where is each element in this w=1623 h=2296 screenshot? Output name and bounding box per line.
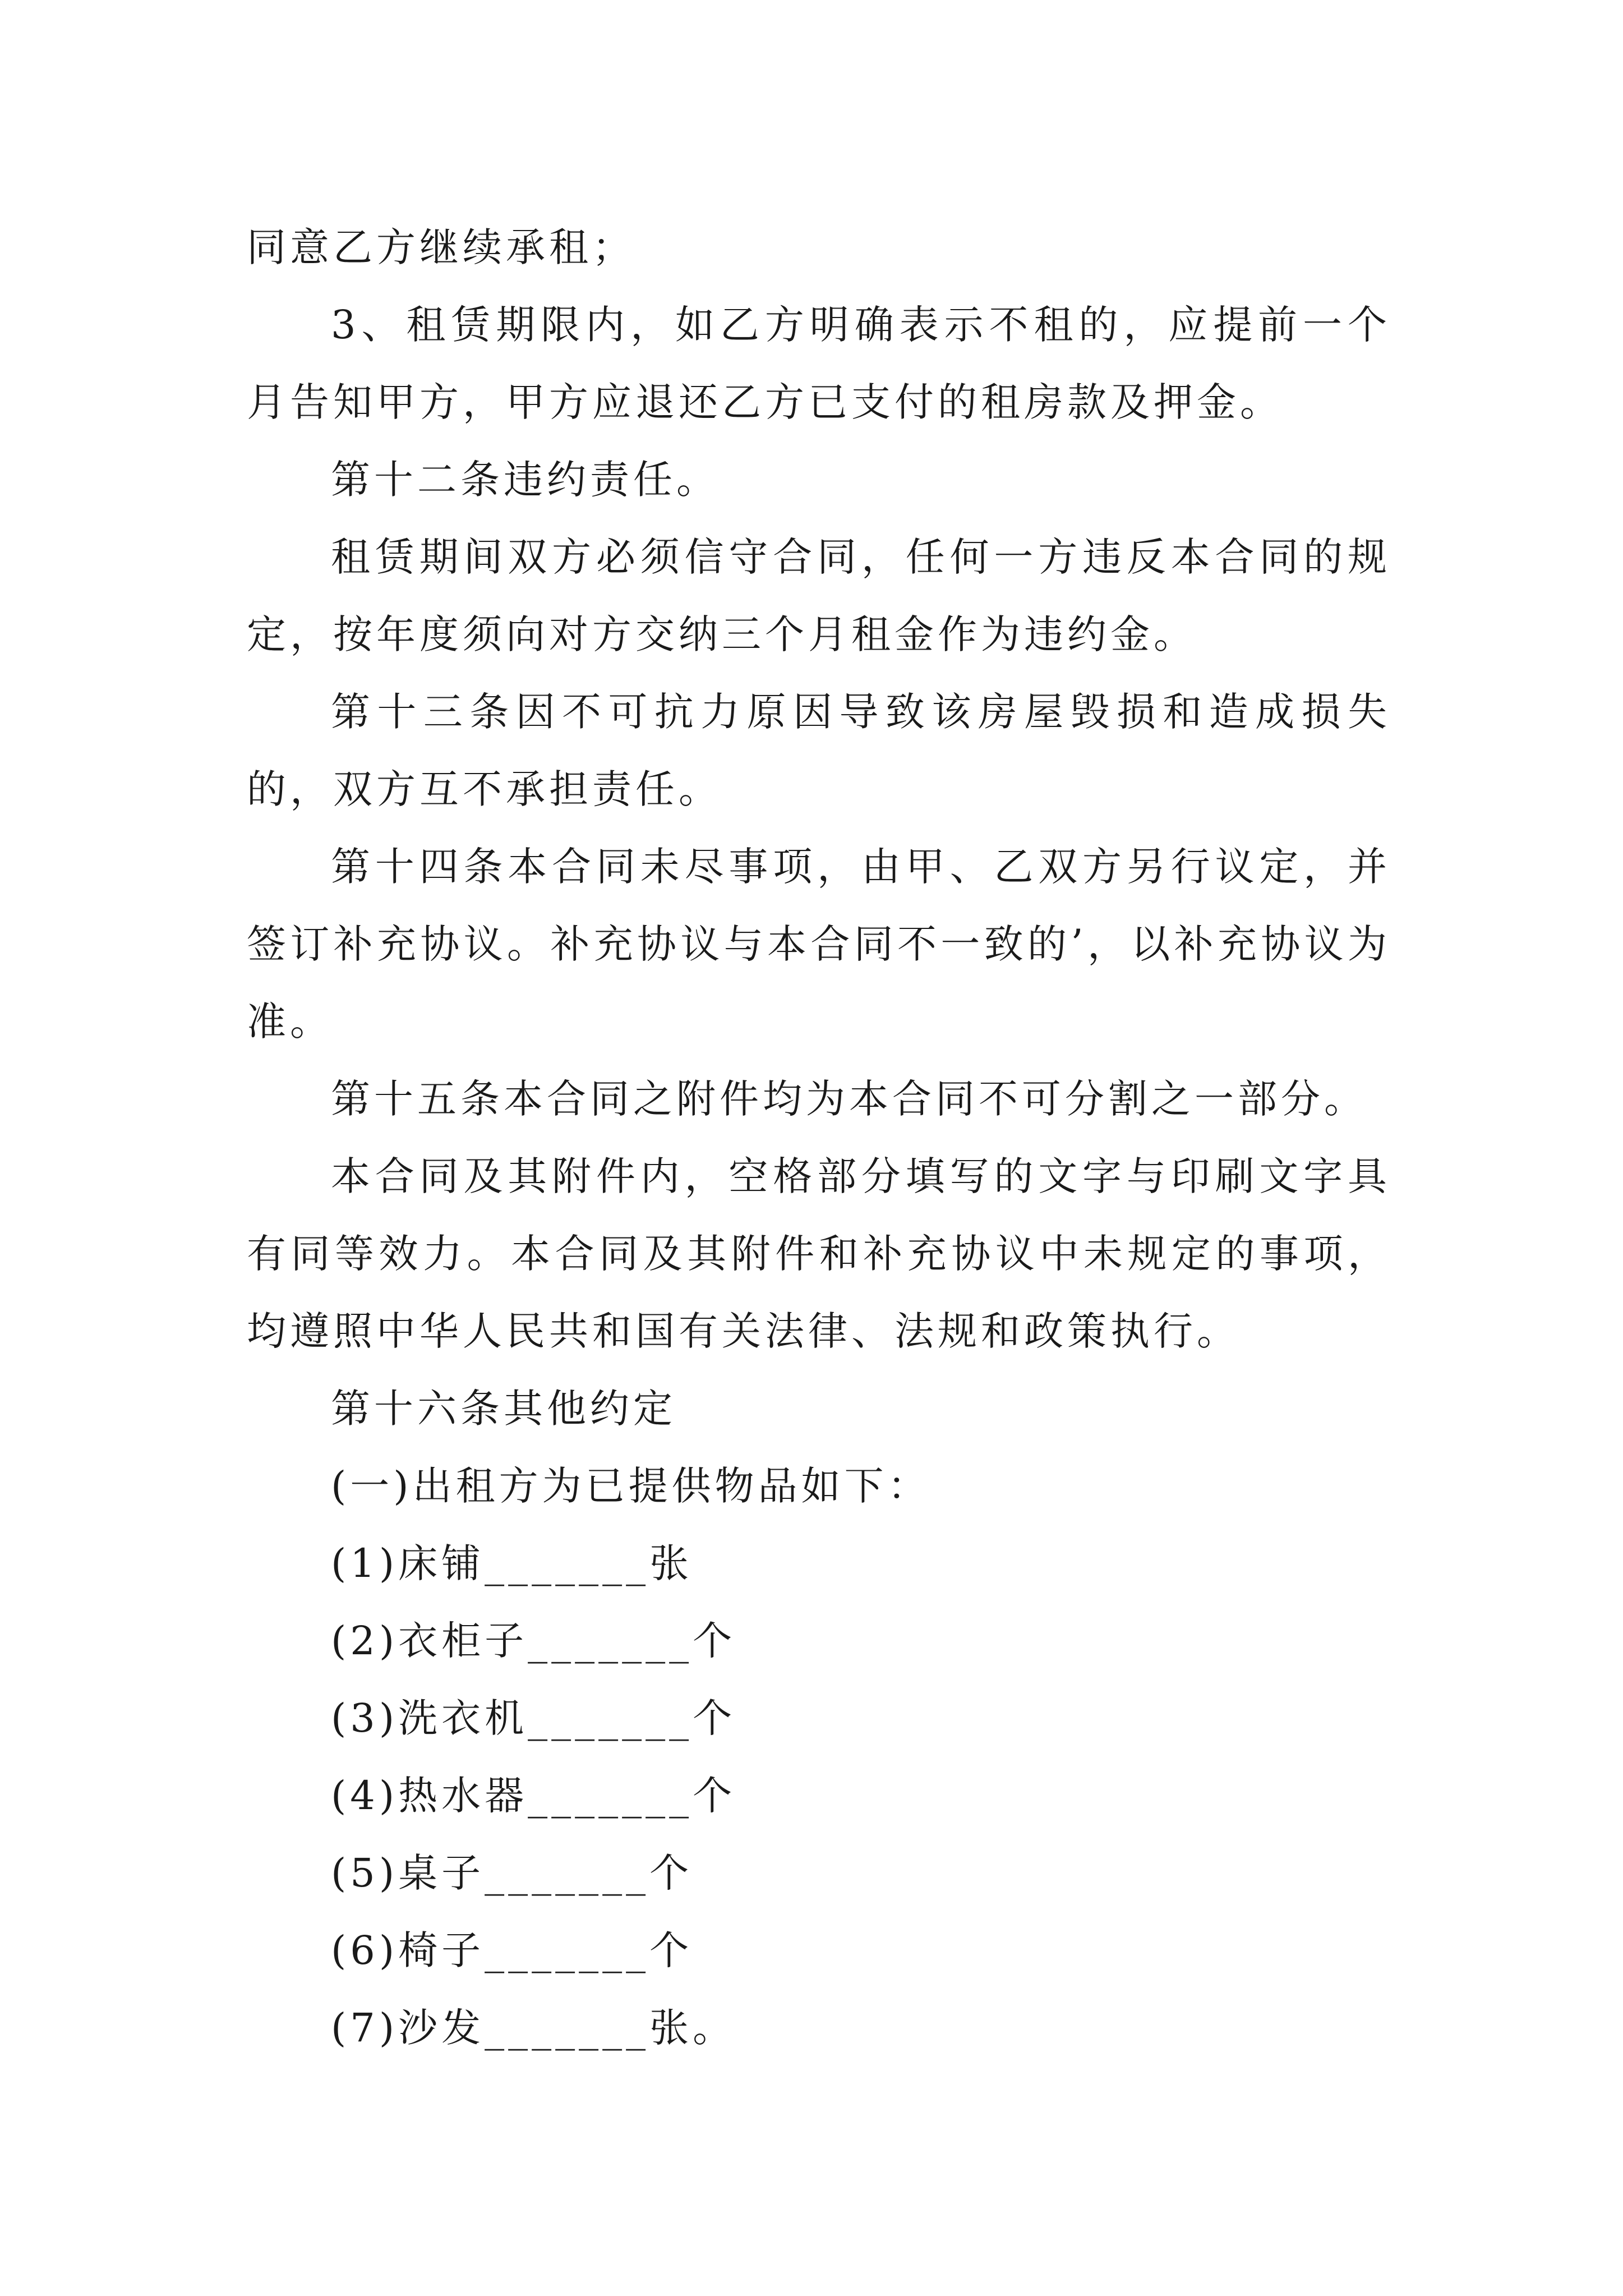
clause-12-heading: 第十二条违约责任。: [331, 457, 720, 503]
list-item: (2)衣柜子_______个: [331, 1618, 736, 1664]
list-item: (7)沙发_______张。: [331, 2005, 736, 2051]
list-item: (3)洗衣机_______个: [331, 1695, 736, 1741]
clause-14-supplementary: 第十四条本合同未尽事项，由甲、乙双方另行议定，并签订补充协议。补充协议与本合同不一致的’，以补充协议为准。: [247, 844, 1391, 1045]
list-item: (6)椅子_______个: [331, 1927, 693, 1973]
list-item: (4)热水器_______个: [331, 1773, 736, 1819]
paragraph-blank-fields-effect: 本合同及其附件内，空格部分填写的文字与印刷文字具有同等效力。本合同及其附件和补充协议中未规定的事项，均遵照中华人民共和国有关法律、法规和政策执行。: [247, 1153, 1391, 1354]
paragraph-breach-liability: 租赁期间双方必须信守合同，任何一方违反本合同的规定，按年度须向对方交纳三个月租金作为违约金。: [247, 534, 1391, 657]
clause-16-heading: 第十六条其他约定: [331, 1386, 676, 1432]
list-item: (5)桌子_______个: [331, 1850, 693, 1896]
contract-body: [247, 209, 1391, 2067]
clause-15-attachments: 第十五条本合同之附件均为本合同不可分割之一部分。: [331, 1076, 1367, 1122]
paragraph-continuation: 同意乙方继续承租；: [247, 224, 635, 270]
list-item: (1)床铺_______张: [331, 1540, 693, 1586]
provided-items-list: [247, 1525, 1391, 2067]
provided-items-intro: (一)出租方为已提供物品如下：: [331, 1463, 931, 1509]
clause-13-force-majeure: 第十三条因不可抗力原因导致该房屋毁损和造成损失的，双方互不承担责任。: [247, 689, 1391, 812]
paragraph-term-notice: 3、租赁期限内，如乙方明确表示不租的，应提前一个月告知甲方，甲方应退还乙方已支付的租房款及押金。: [247, 302, 1391, 425]
